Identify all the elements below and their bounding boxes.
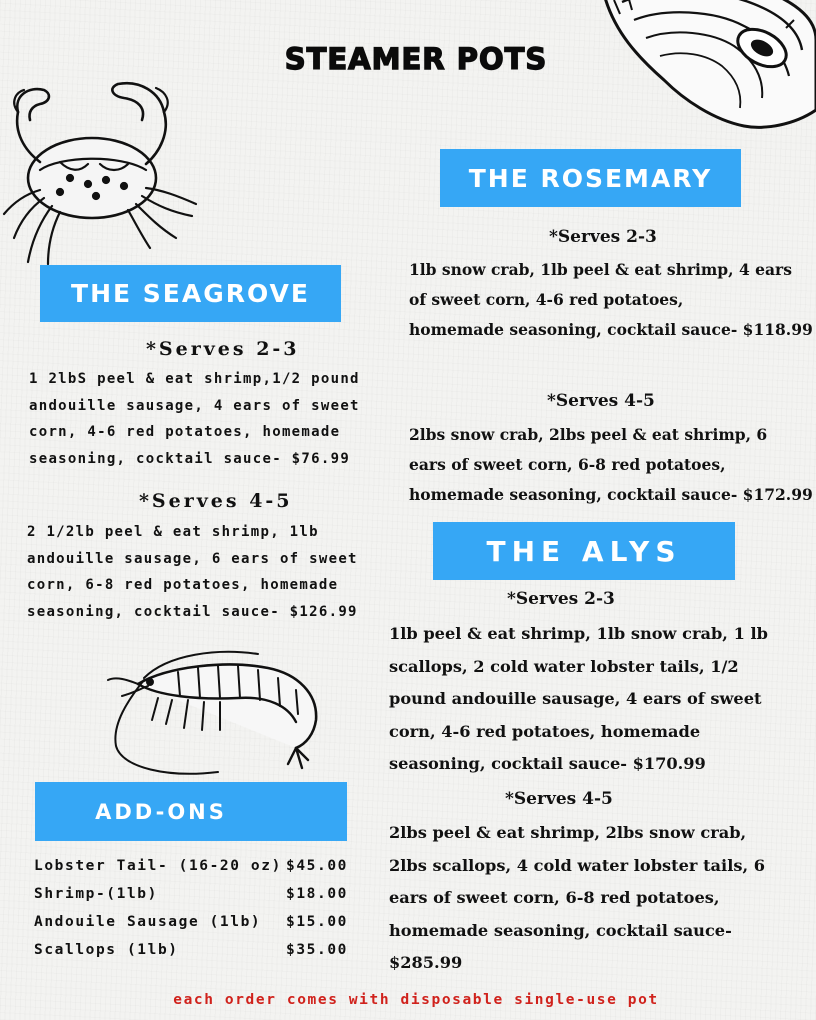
addon-name: Shrimp-(1lb) bbox=[34, 886, 158, 902]
description-line: 2lbs snow crab, 2lbs peel & eat shrimp, 6 bbox=[409, 425, 768, 444]
addon-name: Lobster Tail- (16-20 oz) bbox=[34, 858, 282, 874]
description-line: seasoning, cocktail sauce- $76.99 bbox=[29, 450, 351, 467]
addon-item bbox=[34, 914, 354, 930]
rosemary-small-serves: *Serves 2-3 bbox=[549, 227, 657, 247]
description-line: 2 1/2lb peel & eat shrimp, 1lb bbox=[27, 524, 319, 540]
oyster-icon bbox=[594, 0, 816, 142]
addon-price: $45.00 bbox=[286, 858, 348, 874]
description-line: of sweet corn, 4-6 red potatoes, bbox=[409, 290, 684, 309]
alys-large-description bbox=[389, 817, 765, 980]
description-line: andouille sausage, 6 ears of sweet bbox=[27, 550, 358, 567]
crab-icon bbox=[0, 72, 200, 268]
seagrove-heading: THE SEAGROVE bbox=[40, 265, 341, 322]
addon-price: $18.00 bbox=[286, 886, 348, 902]
seagrove-large-serves: *Serves 4-5 bbox=[139, 490, 293, 512]
seagrove-small-description bbox=[29, 366, 360, 472]
addon-price: $15.00 bbox=[286, 914, 348, 930]
alys-small-serves: *Serves 2-3 bbox=[507, 589, 615, 609]
shrimp-icon bbox=[108, 650, 324, 780]
description-line: 1lb peel & eat shrimp, 1lb snow crab, 1 lb bbox=[389, 624, 768, 643]
addons-heading: ADD-ONS bbox=[35, 782, 347, 841]
description-line: ears of sweet corn, 6-8 red potatoes, bbox=[409, 455, 726, 474]
addon-price: $35.00 bbox=[286, 942, 348, 958]
rosemary-large-description bbox=[409, 420, 813, 510]
description-line: homemade seasoning, cocktail sauce- $118.99 bbox=[409, 320, 813, 339]
addon-item bbox=[34, 886, 354, 902]
alys-large-serves: *Serves 4-5 bbox=[505, 789, 613, 809]
addon-name: Andouile Sausage (1lb) bbox=[34, 914, 262, 930]
description-line: andouille sausage, 4 ears of sweet bbox=[29, 397, 360, 414]
description-line: corn, 4-6 red potatoes, homemade bbox=[29, 424, 341, 440]
addon-name: Scallops (1lb) bbox=[34, 942, 179, 958]
addon-item bbox=[34, 858, 354, 874]
description-line: seasoning, cocktail sauce- $170.99 bbox=[389, 754, 706, 773]
description-line: 2lbs peel & eat shrimp, 2lbs snow crab, bbox=[389, 823, 747, 842]
page-title: STEAMER POTS bbox=[284, 42, 548, 76]
description-line: seasoning, cocktail sauce- $126.99 bbox=[27, 603, 358, 620]
description-line: 1 2lbS peel & eat shrimp,1/2 pound bbox=[29, 371, 360, 387]
description-line: 1lb snow crab, 1lb peel & eat shrimp, 4 ears bbox=[409, 260, 792, 279]
rosemary-small-description bbox=[409, 255, 813, 345]
alys-heading: THE ALYS bbox=[433, 522, 735, 580]
description-line: homemade seasoning, cocktail sauce- $172.99 bbox=[409, 485, 813, 504]
rosemary-large-serves: *Serves 4-5 bbox=[547, 391, 655, 411]
rosemary-heading: THE ROSEMARY bbox=[440, 149, 741, 207]
footer-note: each order comes with disposable single-use pot bbox=[173, 992, 659, 1008]
description-line: scallops, 2 cold water lobster tails, 1/2 bbox=[389, 656, 739, 676]
description-line: corn, 6-8 red potatoes, homemade bbox=[27, 577, 339, 593]
description-line: corn, 4-6 red potatoes, homemade bbox=[389, 721, 701, 741]
description-line: ears of sweet corn, 6-8 red potatoes, bbox=[389, 888, 720, 907]
addon-item bbox=[34, 942, 354, 958]
description-line: 2lbs scallops, 4 cold water lobster tails, 6 bbox=[389, 855, 765, 875]
seagrove-large-description bbox=[27, 519, 358, 625]
alys-small-description bbox=[389, 618, 768, 781]
description-line: pound andouille sausage, 4 ears of sweet bbox=[389, 689, 762, 708]
seagrove-small-serves: *Serves 2-3 bbox=[146, 338, 300, 360]
description-line: homemade seasoning, cocktail sauce- bbox=[389, 920, 732, 940]
description-line: $285.99 bbox=[389, 953, 463, 972]
